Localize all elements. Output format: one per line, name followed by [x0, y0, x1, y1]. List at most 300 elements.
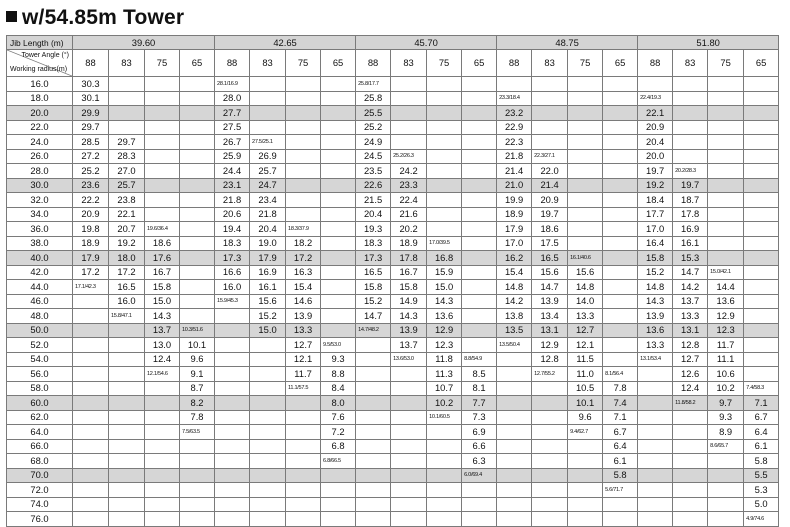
capacity-cell	[180, 512, 215, 527]
jib-length-header: 48.75	[497, 36, 638, 50]
capacity-cell	[568, 164, 603, 179]
capacity-cell	[568, 236, 603, 251]
capacity-cell: 28.1/16.9	[215, 77, 250, 92]
table-row	[7, 106, 779, 121]
capacity-cell	[532, 454, 568, 469]
capacity-cell: 21.4	[532, 178, 568, 193]
capacity-cell	[391, 396, 427, 411]
capacity-cell	[286, 178, 321, 193]
capacity-cell: 6.1	[603, 454, 638, 469]
tower-angle-header: 65	[744, 50, 779, 77]
capacity-cell	[321, 280, 356, 295]
capacity-cell	[462, 309, 497, 324]
capacity-cell: 11.8/58.2	[673, 396, 708, 411]
tower-angle-header: 88	[638, 50, 673, 77]
capacity-cell: 19.8	[73, 222, 109, 237]
capacity-cell	[462, 120, 497, 135]
capacity-cell	[427, 207, 462, 222]
working-radius-cell: 30.0	[7, 178, 73, 193]
capacity-cell: 22.0	[532, 164, 568, 179]
capacity-cell	[321, 149, 356, 164]
capacity-cell: 6.0/69.4	[462, 468, 497, 483]
capacity-cell: 13.6	[708, 294, 744, 309]
capacity-cell	[145, 497, 180, 512]
capacity-cell: 7.1	[603, 410, 638, 425]
capacity-cell	[73, 425, 109, 440]
capacity-cell	[250, 396, 286, 411]
capacity-cell: 16.3	[286, 265, 321, 280]
capacity-cell	[180, 454, 215, 469]
capacity-cell	[145, 483, 180, 498]
tower-angle-header: 75	[568, 50, 603, 77]
capacity-cell: 9.1	[180, 367, 215, 382]
capacity-cell	[708, 164, 744, 179]
capacity-cell: 16.7	[391, 265, 427, 280]
capacity-cell	[603, 106, 638, 121]
jib-length-header: 42.65	[215, 36, 356, 50]
capacity-cell: 24.5	[356, 149, 391, 164]
working-radius-cell: 68.0	[7, 454, 73, 469]
capacity-cell	[286, 91, 321, 106]
capacity-cell: 14.3	[638, 294, 673, 309]
working-radius-cell: 20.0	[7, 106, 73, 121]
capacity-cell	[180, 164, 215, 179]
jib-length-header: 39.60	[73, 36, 215, 50]
capacity-cell	[250, 120, 286, 135]
capacity-cell	[286, 410, 321, 425]
capacity-cell: 30.3	[73, 77, 109, 92]
capacity-cell: 6.7	[744, 410, 779, 425]
capacity-cell	[497, 497, 532, 512]
capacity-cell: 5.5	[744, 468, 779, 483]
capacity-cell: 25.2/26.3	[391, 149, 427, 164]
capacity-cell: 29.7	[109, 135, 145, 150]
working-radius-cell: 42.0	[7, 265, 73, 280]
capacity-cell: 12.8	[532, 352, 568, 367]
capacity-cell: 22.3/27.1	[532, 149, 568, 164]
capacity-cell	[286, 512, 321, 527]
capacity-cell: 18.9	[73, 236, 109, 251]
capacity-cell	[603, 120, 638, 135]
capacity-cell: 8.1	[462, 381, 497, 396]
capacity-cell: 29.7	[73, 120, 109, 135]
capacity-cell	[321, 106, 356, 121]
capacity-cell	[744, 294, 779, 309]
capacity-cell: 8.8/54.9	[462, 352, 497, 367]
capacity-cell	[568, 207, 603, 222]
capacity-cell	[708, 483, 744, 498]
capacity-cell	[427, 425, 462, 440]
capacity-cell	[744, 135, 779, 150]
capacity-cell	[286, 497, 321, 512]
capacity-cell	[286, 207, 321, 222]
capacity-cell	[603, 309, 638, 324]
capacity-cell	[462, 265, 497, 280]
capacity-cell	[603, 178, 638, 193]
capacity-cell	[744, 207, 779, 222]
capacity-cell	[497, 454, 532, 469]
capacity-cell	[356, 512, 391, 527]
capacity-cell: 15.0/42.1	[708, 265, 744, 280]
capacity-cell	[286, 454, 321, 469]
capacity-cell	[708, 497, 744, 512]
capacity-cell	[568, 512, 603, 527]
capacity-cell: 23.5	[356, 164, 391, 179]
capacity-cell: 25.7	[250, 164, 286, 179]
capacity-cell	[145, 396, 180, 411]
capacity-cell	[145, 91, 180, 106]
capacity-cell: 6.8/66.5	[321, 454, 356, 469]
capacity-cell	[427, 468, 462, 483]
capacity-cell	[391, 468, 427, 483]
capacity-cell: 19.6/36.4	[145, 222, 180, 237]
tower-angle-header: 75	[145, 50, 180, 77]
capacity-cell: 15.8	[145, 280, 180, 295]
capacity-cell	[109, 483, 145, 498]
capacity-cell: 7.5/63.5	[180, 425, 215, 440]
tower-angle-header: 88	[73, 50, 109, 77]
table-row	[7, 91, 779, 106]
capacity-cell: 8.5	[462, 367, 497, 382]
capacity-cell	[462, 207, 497, 222]
capacity-cell	[532, 483, 568, 498]
capacity-cell: 9.5/53.0	[321, 338, 356, 353]
capacity-cell	[145, 381, 180, 396]
capacity-cell: 9.3	[321, 352, 356, 367]
capacity-cell	[356, 468, 391, 483]
capacity-cell	[638, 396, 673, 411]
capacity-cell	[603, 251, 638, 266]
capacity-cell: 13.3	[638, 338, 673, 353]
capacity-cell	[215, 497, 250, 512]
capacity-cell	[603, 236, 638, 251]
table-row	[7, 497, 779, 512]
capacity-cell	[532, 512, 568, 527]
capacity-cell	[73, 367, 109, 382]
capacity-cell: 19.3	[356, 222, 391, 237]
tower-angle-header: 75	[427, 50, 462, 77]
capacity-cell	[356, 483, 391, 498]
capacity-cell: 19.7	[638, 164, 673, 179]
capacity-cell: 17.0	[638, 222, 673, 237]
capacity-cell	[462, 280, 497, 295]
table-row	[7, 309, 779, 324]
capacity-cell	[708, 222, 744, 237]
capacity-cell	[250, 91, 286, 106]
capacity-cell: 15.9/45.3	[215, 294, 250, 309]
capacity-cell: 14.7	[356, 309, 391, 324]
capacity-cell	[356, 396, 391, 411]
capacity-cell: 7.8	[603, 381, 638, 396]
capacity-cell: 6.1	[744, 439, 779, 454]
capacity-cell	[603, 222, 638, 237]
capacity-cell: 17.5	[532, 236, 568, 251]
capacity-cell	[73, 381, 109, 396]
tower-angle-header: 88	[356, 50, 391, 77]
working-radius-cell: 48.0	[7, 309, 73, 324]
capacity-cell: 9.7	[708, 396, 744, 411]
capacity-cell: 5.0	[744, 497, 779, 512]
capacity-cell	[708, 468, 744, 483]
tower-angle-header: 83	[109, 50, 145, 77]
capacity-cell: 14.7/48.2	[356, 323, 391, 338]
capacity-cell	[109, 106, 145, 121]
working-radius-cell: 54.0	[7, 352, 73, 367]
capacity-cell: 15.0	[427, 280, 462, 295]
capacity-cell: 6.3	[462, 454, 497, 469]
capacity-cell	[744, 352, 779, 367]
capacity-cell: 12.3	[708, 323, 744, 338]
capacity-cell: 14.8	[497, 280, 532, 295]
capacity-cell	[497, 410, 532, 425]
load-chart-table-wrapper	[6, 35, 779, 527]
working-radius-cell: 26.0	[7, 149, 73, 164]
capacity-cell	[427, 512, 462, 527]
capacity-cell: 12.6	[673, 367, 708, 382]
load-chart-table	[6, 35, 779, 527]
jib-length-label: Jib Length (m)	[7, 36, 73, 50]
capacity-cell	[109, 396, 145, 411]
capacity-cell	[286, 468, 321, 483]
capacity-cell: 13.4	[532, 309, 568, 324]
capacity-cell	[744, 338, 779, 353]
capacity-cell: 7.4	[603, 396, 638, 411]
capacity-cell: 15.6	[250, 294, 286, 309]
capacity-cell	[321, 164, 356, 179]
capacity-cell: 17.3	[356, 251, 391, 266]
capacity-cell	[603, 193, 638, 208]
capacity-cell	[109, 120, 145, 135]
capacity-cell: 11.7	[708, 338, 744, 353]
capacity-cell: 27.0	[109, 164, 145, 179]
capacity-cell	[145, 178, 180, 193]
working-radius-cell: 16.0	[7, 77, 73, 92]
capacity-cell	[109, 77, 145, 92]
capacity-cell	[73, 309, 109, 324]
capacity-cell: 22.1	[109, 207, 145, 222]
capacity-cell: 12.7	[568, 323, 603, 338]
capacity-cell	[708, 193, 744, 208]
table-row	[7, 323, 779, 338]
capacity-cell: 8.9	[708, 425, 744, 440]
capacity-cell	[391, 381, 427, 396]
capacity-cell: 16.5	[532, 251, 568, 266]
working-radius-cell: 50.0	[7, 323, 73, 338]
tower-angle-header-row	[7, 50, 779, 77]
jib-length-header-row	[7, 36, 779, 50]
capacity-cell	[744, 106, 779, 121]
capacity-cell: 23.1	[215, 178, 250, 193]
capacity-cell: 9.6	[568, 410, 603, 425]
capacity-cell: 17.7	[638, 207, 673, 222]
capacity-cell	[427, 178, 462, 193]
capacity-cell: 22.4/19.3	[638, 91, 673, 106]
working-radius-cell: 60.0	[7, 396, 73, 411]
capacity-cell	[568, 178, 603, 193]
capacity-cell	[744, 251, 779, 266]
capacity-cell: 10.1/60.5	[427, 410, 462, 425]
tower-angle-header: 65	[180, 50, 215, 77]
capacity-cell	[497, 439, 532, 454]
working-radius-cell: 58.0	[7, 381, 73, 396]
capacity-cell: 13.0	[145, 338, 180, 353]
capacity-cell: 28.3	[109, 149, 145, 164]
capacity-cell	[744, 149, 779, 164]
capacity-cell	[744, 265, 779, 280]
capacity-cell	[497, 381, 532, 396]
capacity-cell	[250, 454, 286, 469]
capacity-cell: 16.9	[250, 265, 286, 280]
table-row	[7, 512, 779, 527]
capacity-cell	[286, 149, 321, 164]
capacity-cell: 9.4/62.7	[568, 425, 603, 440]
capacity-cell: 15.8/47.1	[109, 309, 145, 324]
capacity-cell	[250, 106, 286, 121]
capacity-cell: 16.0	[109, 294, 145, 309]
capacity-cell	[744, 280, 779, 295]
working-radius-cell: 44.0	[7, 280, 73, 295]
capacity-cell: 26.7	[215, 135, 250, 150]
capacity-cell	[708, 149, 744, 164]
capacity-cell: 10.2	[708, 381, 744, 396]
capacity-cell	[427, 149, 462, 164]
capacity-cell	[145, 454, 180, 469]
tower-angle-header: 75	[708, 50, 744, 77]
capacity-cell: 18.9	[391, 236, 427, 251]
tower-angle-header: 83	[673, 50, 708, 77]
capacity-cell	[708, 454, 744, 469]
capacity-cell: 8.8	[321, 367, 356, 382]
table-row	[7, 207, 779, 222]
capacity-cell: 18.6	[145, 236, 180, 251]
capacity-cell: 18.3/37.9	[286, 222, 321, 237]
capacity-cell	[356, 439, 391, 454]
capacity-cell	[286, 164, 321, 179]
capacity-cell	[321, 483, 356, 498]
capacity-cell	[73, 323, 109, 338]
capacity-cell	[708, 135, 744, 150]
capacity-cell: 17.1/42.3	[73, 280, 109, 295]
capacity-cell: 23.3	[391, 178, 427, 193]
jib-length-header: 51.80	[638, 36, 779, 50]
capacity-cell	[215, 468, 250, 483]
capacity-cell	[638, 410, 673, 425]
capacity-cell	[603, 512, 638, 527]
capacity-cell: 29.9	[73, 106, 109, 121]
capacity-cell	[321, 135, 356, 150]
capacity-cell	[673, 454, 708, 469]
table-row	[7, 149, 779, 164]
capacity-cell: 23.3/18.4	[497, 91, 532, 106]
table-row	[7, 265, 779, 280]
capacity-cell: 13.5	[497, 323, 532, 338]
capacity-cell: 25.8/17.7	[356, 77, 391, 92]
capacity-cell	[462, 178, 497, 193]
capacity-cell	[286, 425, 321, 440]
tower-angle-header: 75	[286, 50, 321, 77]
capacity-cell: 22.2	[73, 193, 109, 208]
capacity-cell	[673, 468, 708, 483]
working-radius-cell: 74.0	[7, 497, 73, 512]
capacity-cell: 22.9	[497, 120, 532, 135]
capacity-cell: 11.3	[427, 367, 462, 382]
working-radius-cell: 40.0	[7, 251, 73, 266]
capacity-cell	[180, 309, 215, 324]
capacity-cell: 28.5	[73, 135, 109, 150]
working-radius-cell: 72.0	[7, 483, 73, 498]
capacity-cell: 13.9	[532, 294, 568, 309]
capacity-cell	[250, 512, 286, 527]
capacity-cell	[673, 512, 708, 527]
capacity-cell	[145, 207, 180, 222]
capacity-cell	[532, 468, 568, 483]
capacity-cell	[603, 323, 638, 338]
capacity-cell: 13.1/53.4	[638, 352, 673, 367]
capacity-cell	[462, 91, 497, 106]
capacity-cell	[145, 106, 180, 121]
capacity-cell: 24.4	[215, 164, 250, 179]
capacity-cell: 15.8	[638, 251, 673, 266]
capacity-cell	[532, 91, 568, 106]
capacity-cell: 18.0	[109, 251, 145, 266]
capacity-cell: 14.3	[145, 309, 180, 324]
capacity-cell	[356, 454, 391, 469]
capacity-cell: 5.6/71.7	[603, 483, 638, 498]
capacity-cell	[215, 367, 250, 382]
table-row	[7, 439, 779, 454]
capacity-cell	[744, 367, 779, 382]
capacity-cell	[286, 135, 321, 150]
capacity-cell	[286, 106, 321, 121]
capacity-cell	[532, 120, 568, 135]
table-row	[7, 381, 779, 396]
capacity-cell: 10.2	[427, 396, 462, 411]
capacity-cell: 25.2	[73, 164, 109, 179]
capacity-cell	[532, 497, 568, 512]
capacity-cell: 17.6	[145, 251, 180, 266]
capacity-cell: 18.3	[215, 236, 250, 251]
page-title	[6, 6, 184, 30]
working-radius-cell: 66.0	[7, 439, 73, 454]
capacity-cell	[462, 135, 497, 150]
capacity-cell: 18.4	[638, 193, 673, 208]
capacity-cell: 17.2	[73, 265, 109, 280]
capacity-cell: 5.8	[744, 454, 779, 469]
capacity-cell: 27.7	[215, 106, 250, 121]
capacity-cell	[145, 77, 180, 92]
working-radius-cell: 76.0	[7, 512, 73, 527]
capacity-cell	[532, 77, 568, 92]
table-row	[7, 251, 779, 266]
capacity-cell: 12.1	[568, 338, 603, 353]
capacity-cell	[673, 483, 708, 498]
table-row	[7, 178, 779, 193]
capacity-cell: 25.5	[356, 106, 391, 121]
capacity-cell	[73, 338, 109, 353]
capacity-cell: 13.1	[532, 323, 568, 338]
capacity-cell: 19.9	[497, 193, 532, 208]
capacity-cell	[356, 381, 391, 396]
capacity-cell	[708, 236, 744, 251]
capacity-cell: 17.8	[391, 251, 427, 266]
capacity-cell: 15.8	[356, 280, 391, 295]
capacity-cell	[321, 468, 356, 483]
capacity-cell: 23.2	[497, 106, 532, 121]
capacity-cell	[286, 193, 321, 208]
working-radius-cell: 36.0	[7, 222, 73, 237]
capacity-cell	[744, 236, 779, 251]
capacity-cell: 9.6	[180, 352, 215, 367]
